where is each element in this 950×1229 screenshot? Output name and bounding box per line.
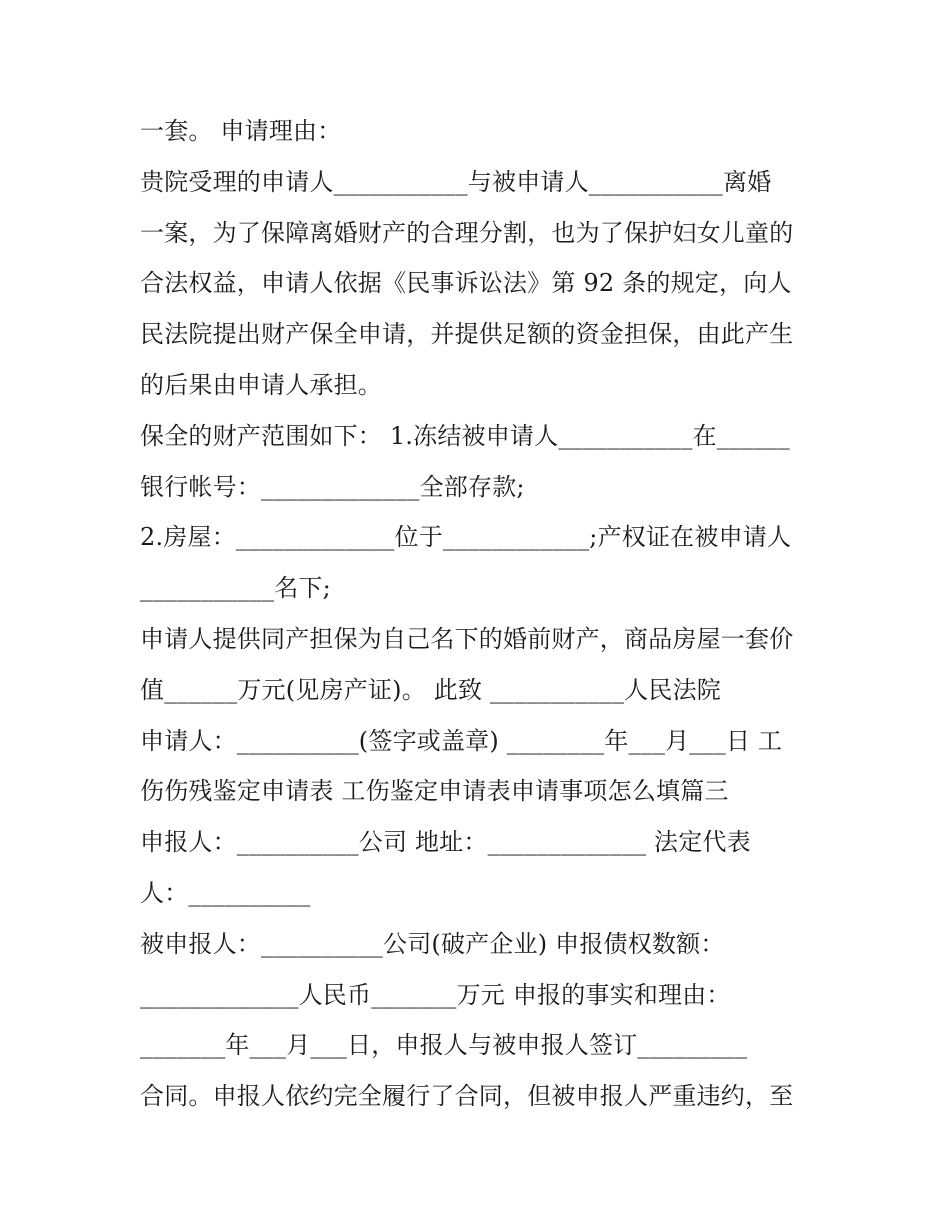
text-line-1: 一套。 申请理由：: [140, 117, 342, 145]
text-line-5: 民法院提出财产保全申请，并提供足额的资金担保，由此产生: [140, 320, 794, 349]
text-line-18: _____________人民币_______万元 申报的事实和理由：: [140, 980, 731, 1009]
text-line-16: 人：__________: [140, 878, 311, 907]
text-line-4: 合法权益，申请人依据《民事诉讼法》第 92 条的规定，向人: [140, 269, 792, 298]
text-line-3: 一案，为了保障离婚财产的合理分割，也为了保护妇女儿童的: [140, 218, 794, 247]
text-line-14: 伤伤残鉴定申请表 工伤鉴定申请表申请事项怎么填篇三: [140, 777, 729, 806]
text-line-19: _______年___月___日，申报人与被申报人签订_________: [140, 1031, 748, 1060]
text-line-8: 银行帐号：_____________全部存款;: [140, 472, 525, 501]
text-line-20: 合同。申报人依约完全履行了合同，但被申报人严重违约，至: [140, 1082, 794, 1111]
text-line-17: 被申报人：__________公司(破产企业) 申报债权数额：: [140, 929, 725, 958]
text-line-7: 保全的财产范围如下： 1.冻结被申请人___________在______: [140, 421, 790, 450]
text-line-15: 申报人：__________公司 地址：_____________ 法定代表: [140, 828, 751, 857]
text-line-11: 申请人提供同产担保为自己名下的婚前财产，商品房屋一套价: [140, 624, 794, 653]
text-line-13: 申请人：__________(签字或盖章) ________年___月___日 工: [140, 726, 783, 755]
text-line-10: ___________名下;: [140, 574, 331, 603]
text-line-6: 的后果由申请人承担。: [140, 370, 382, 399]
text-line-9: 2.房屋：_____________位于____________;产权证在被申请人: [140, 523, 792, 552]
text-line-2: 贵院受理的申请人___________与被申请人___________离婚: [140, 167, 772, 196]
document-body: [140, 106, 830, 1122]
text-line-12: 值______万元(见房产证)。 此致 ___________人民法院: [140, 675, 721, 704]
